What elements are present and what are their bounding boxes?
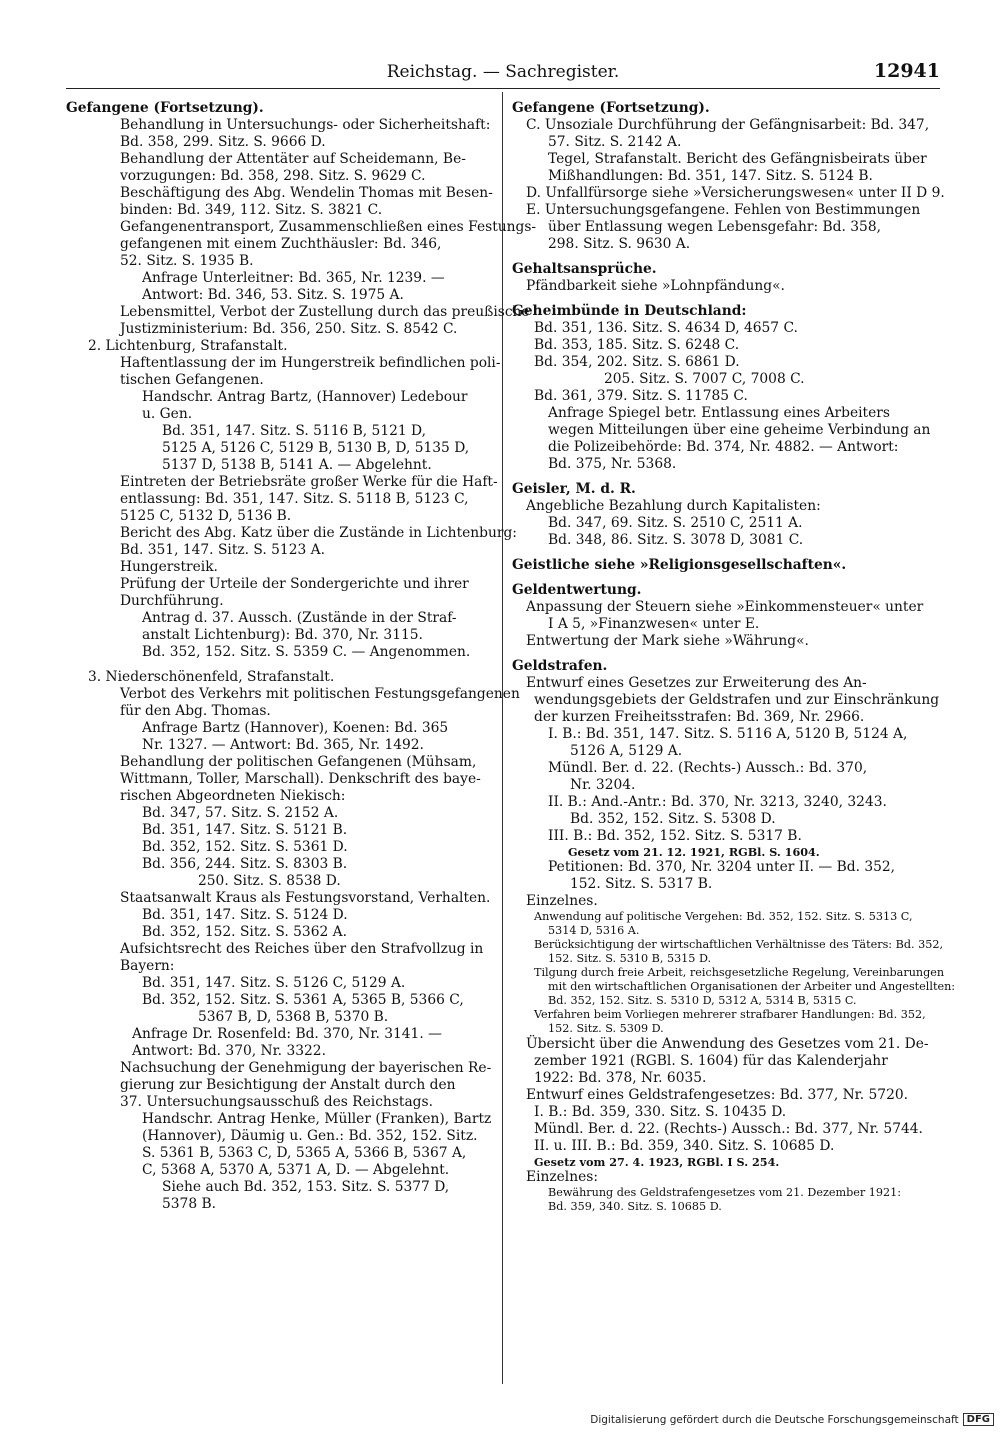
spacer	[512, 549, 942, 557]
column-divider	[502, 92, 503, 1384]
index-entry-line: Siehe auch Bd. 352, 153. Sitz. S. 5377 D,	[162, 1179, 450, 1195]
index-entry-line: 5137 D, 5138 B, 5141 A. — Abgelehnt.	[162, 457, 432, 473]
index-entry-line: Mündl. Ber. d. 22. (Rechts-) Aussch.: Bd. 370,	[548, 760, 868, 776]
index-entry-line: Mißhandlungen: Bd. 351, 147. Sitz. S. 5124 B.	[548, 168, 873, 184]
index-entry-line: Anfrage Unterleitner: Bd. 365, Nr. 1239. —	[142, 270, 445, 286]
footer-text: Digitalisierung gefördert durch die Deutsche Forschungsgemeinschaft	[590, 1413, 959, 1426]
index-entry-line: 2. Lichtenburg, Strafanstalt.	[88, 338, 288, 354]
page-number: 12941	[873, 60, 940, 82]
index-entry-line: Bd. 351, 147. Sitz. S. 5123 A.	[120, 542, 325, 558]
index-entry-line: Bd. 358, 299. Sitz. S. 9666 D.	[120, 134, 326, 150]
page-header	[66, 58, 940, 89]
index-entry-line: Anfrage Bartz (Hannover), Koenen: Bd. 365	[142, 720, 449, 736]
index-entry-line: Behandlung der politischen Gefangenen (Mühsam,	[120, 754, 477, 770]
index-entry-line: Bd. 352, 152. Sitz. S. 5361 A, 5365 B, 5366 C,	[142, 992, 464, 1008]
index-entry-line: Entwurf eines Geldstrafengesetzes: Bd. 377, Nr. 5720.	[526, 1087, 909, 1103]
index-entry-line: mit den wirtschaftlichen Organisationen der Arbeiter und Angestellten:	[548, 980, 956, 993]
index-entry-line: Nr. 1327. — Antwort: Bd. 365, Nr. 1492.	[142, 737, 424, 753]
index-heading: Gehaltsansprüche.	[512, 261, 657, 277]
index-entry-line: Bd. 352, 152. Sitz. S. 5308 D.	[570, 811, 776, 827]
index-entry-line: entlassung: Bd. 351, 147. Sitz. S. 5118 B, 5123 C,	[120, 491, 469, 507]
spacer	[512, 253, 942, 261]
index-entry-line: gierung zur Besichtigung der Anstalt durch den	[120, 1077, 456, 1093]
index-entry-line: Bd. 359, 340. Sitz. S. 10685 D.	[548, 1200, 722, 1213]
index-entry-line: Gesetz vom 21. 12. 1921, RGBl. S. 1604.	[568, 845, 820, 859]
index-entry-line: 5125 C, 5132 D, 5136 B.	[120, 508, 292, 524]
index-entry-line: Pfändbarkeit siehe »Lohnpfändung«.	[526, 278, 785, 294]
index-entry-line: Petitionen: Bd. 370, Nr. 3204 unter II. — Bd. 352,	[548, 859, 896, 875]
index-heading: Gefangene (Fortsetzung).	[512, 100, 710, 116]
index-entry-line: die Polizeibehörde: Bd. 374, Nr. 4882. — Antwort:	[548, 439, 899, 455]
index-entry-line: Bd. 351, 147. Sitz. S. 5121 B.	[142, 822, 348, 838]
index-entry-line: Entwertung der Mark siehe »Währung«.	[526, 633, 809, 649]
index-entry-line: 5125 A, 5126 C, 5129 B, 5130 B, D, 5135 D,	[162, 440, 470, 456]
index-entry-line: Anfrage Spiegel betr. Entlassung eines Arbeiters	[548, 405, 890, 421]
index-entry-line: Antwort: Bd. 370, Nr. 3322.	[132, 1043, 326, 1059]
index-entry-line: Lebensmittel, Verbot der Zustellung durch das preußische	[120, 304, 530, 320]
index-entry-line: Mündl. Ber. d. 22. (Rechts-) Aussch.: Bd. 377, Nr. 5744.	[534, 1121, 923, 1137]
index-entry-line: binden: Bd. 349, 112. Sitz. S. 3821 C.	[120, 202, 383, 218]
index-entry-line: Bd. 352, 152. Sitz. S. 5310 D, 5312 A, 5314 B, 5315 C.	[548, 994, 857, 1007]
index-entry-line: 5314 D, 5316 A.	[548, 924, 640, 937]
index-heading: Geisler, M. d. R.	[512, 481, 636, 497]
index-entry-line: Bd. 352, 152. Sitz. S. 5359 C. — Angenommen.	[142, 644, 471, 660]
index-entry-line: Antwort: Bd. 346, 53. Sitz. S. 1975 A.	[142, 287, 404, 303]
index-entry-line: für den Abg. Thomas.	[120, 703, 271, 719]
index-entry-line: 3. Niederschönenfeld, Strafanstalt.	[88, 669, 335, 685]
index-entry-line: (Hannover), Däumig u. Gen.: Bd. 352, 152. Sitz.	[142, 1128, 478, 1144]
index-entry-line: Prüfung der Urteile der Sondergerichte und ihrer	[120, 576, 469, 592]
index-entry-line: 5126 A, 5129 A.	[570, 743, 683, 759]
index-entry-line: II. u. III. B.: Bd. 359, 340. Sitz. S. 10685 D.	[534, 1138, 835, 1154]
index-entry-line: 152. Sitz. S. 5310 B, 5315 D.	[548, 952, 712, 965]
running-title: Reichstag. — Sachregister.	[386, 62, 620, 82]
spacer	[512, 650, 942, 658]
index-entry-line: Behandlung in Untersuchungs- oder Sicherheitshaft:	[120, 117, 491, 133]
index-entry-line: Beschäftigung des Abg. Wendelin Thomas mit Besen-	[120, 185, 493, 201]
index-entry-line: wegen Mitteilungen über eine geheime Verbindung an	[548, 422, 931, 438]
index-entry-line: Übersicht über die Anwendung des Gesetzes vom 21. De-	[526, 1036, 929, 1052]
index-heading: Gefangene (Fortsetzung).	[66, 100, 264, 116]
index-entry-line: 52. Sitz. S. 1935 B.	[120, 253, 254, 269]
index-entry-line: Verbot des Verkehrs mit politischen Festungsgefangenen	[120, 686, 520, 702]
index-entry-line: E. Untersuchungsgefangene. Fehlen von Bestimmungen	[526, 202, 921, 218]
index-entry-line: Staatsanwalt Kraus als Festungsvorstand, Verhalten.	[120, 890, 491, 906]
spacer	[66, 661, 492, 669]
index-entry-line: Bd. 375, Nr. 5368.	[548, 456, 677, 472]
index-entry-line: Verfahren beim Vorliegen mehrerer strafbarer Handlungen: Bd. 352,	[534, 1008, 926, 1021]
index-entry-line: I A 5, »Finanzwesen« unter E.	[548, 616, 760, 632]
index-entry-line: Bd. 351, 147. Sitz. S. 5126 C, 5129 A.	[142, 975, 406, 991]
index-entry-line: Nachsuchung der Genehmigung der bayerischen Re-	[120, 1060, 492, 1076]
index-entry-line: Berücksichtigung der wirtschaftlichen Verhältnisse des Täters: Bd. 352,	[534, 938, 944, 951]
index-entry-line: Tegel, Strafanstalt. Bericht des Gefängnisbeirats über	[548, 151, 927, 167]
index-heading: Geheimbünde in Deutschland:	[512, 303, 747, 319]
index-entry-line: Gesetz vom 27. 4. 1923, RGBl. I S. 254.	[534, 1155, 780, 1169]
index-entry-line: Bd. 356, 244. Sitz. S. 8303 B.	[142, 856, 348, 872]
index-entry-line: Antrag d. 37. Aussch. (Zustände in der Straf-	[142, 610, 457, 626]
index-entry-line: 57. Sitz. S. 2142 A.	[548, 134, 682, 150]
index-entry-line: über Entlassung wegen Lebensgefahr: Bd. 358,	[548, 219, 881, 235]
index-entry-line: S. 5361 B, 5363 C, D, 5365 A, 5366 B, 5367 A,	[142, 1145, 467, 1161]
index-entry-line: 5378 B.	[162, 1196, 217, 1212]
index-entry-line: Bd. 352, 152. Sitz. S. 5361 D.	[142, 839, 348, 855]
right-column	[512, 100, 956, 1214]
dfg-logo: DFG	[963, 1413, 994, 1426]
index-entry-line: 1922: Bd. 378, Nr. 6035.	[534, 1070, 707, 1086]
index-entry-line: Anfrage Dr. Rosenfeld: Bd. 370, Nr. 3141. —	[132, 1026, 442, 1042]
index-entry-line: Bayern:	[120, 958, 175, 974]
index-entry-line: Hungerstreik.	[120, 559, 218, 575]
index-heading: Geldentwertung.	[512, 582, 642, 598]
index-entry-line: anstalt Lichtenburg): Bd. 370, Nr. 3115.	[142, 627, 423, 643]
index-entry-line: 298. Sitz. S. 9630 A.	[548, 236, 691, 252]
index-entry-line: Tilgung durch freie Arbeit, reichsgesetzliche Regelung, Vereinbarungen	[534, 966, 945, 979]
index-entry-line: 152. Sitz. S. 5317 B.	[570, 876, 713, 892]
index-entry-line: Bd. 351, 147. Sitz. S. 5116 B, 5121 D,	[162, 423, 426, 439]
index-entry-line: Bd. 361, 379. Sitz. S. 11785 C.	[534, 388, 748, 404]
index-heading: Geldstrafen.	[512, 658, 608, 674]
index-entry-line: Wittmann, Toller, Marschall). Denkschrift des baye-	[120, 771, 481, 787]
index-entry-line: Bericht des Abg. Katz über die Zustände in Lichtenburg:	[120, 525, 517, 541]
index-entry-line: Einzelnes.	[526, 893, 598, 909]
index-entry-line: Bd. 353, 185. Sitz. S. 6248 C.	[534, 337, 740, 353]
index-entry-line: Justizministerium: Bd. 356, 250. Sitz. S. 8542 C.	[120, 321, 458, 337]
index-entry-line: 250. Sitz. S. 8538 D.	[198, 873, 341, 889]
index-entry-line: der kurzen Freiheitsstrafen: Bd. 369, Nr. 2966.	[534, 709, 865, 725]
index-entry-line: Bd. 351, 136. Sitz. S. 4634 D, 4657 C.	[534, 320, 798, 336]
index-entry-line: 205. Sitz. S. 7007 C, 7008 C.	[604, 371, 805, 387]
index-entry-line: Bd. 347, 57. Sitz. S. 2152 A.	[142, 805, 339, 821]
index-entry-line: 5367 B, D, 5368 B, 5370 B.	[198, 1009, 389, 1025]
index-entry-line: Anwendung auf politische Vergehen: Bd. 352, 152. Sitz. S. 5313 C,	[534, 910, 913, 923]
index-entry-line: I. B.: Bd. 359, 330. Sitz. S. 10435 D.	[534, 1104, 787, 1120]
index-entry-line: rischen Abgeordneten Niekisch:	[120, 788, 346, 804]
index-heading: Geistliche siehe »Religionsgesellschaften«.	[512, 557, 847, 573]
index-entry-line: C, 5368 A, 5370 A, 5371 A, D. — Abgelehnt.	[142, 1162, 450, 1178]
index-entry-line: II. B.: And.-Antr.: Bd. 370, Nr. 3213, 3240, 3243.	[548, 794, 887, 810]
index-entry-line: Handschr. Antrag Bartz, (Hannover) Ledebour	[142, 389, 468, 405]
index-entry-line: I. B.: Bd. 351, 147. Sitz. S. 5116 A, 5120 B, 5124 A,	[548, 726, 908, 742]
index-entry-line: Aufsichtsrecht des Reiches über den Strafvollzug in	[120, 941, 484, 957]
index-entry-line: zember 1921 (RGBl. S. 1604) für das Kalenderjahr	[534, 1053, 888, 1069]
left-column	[66, 100, 537, 1213]
index-entry-line: Haftentlassung der im Hungerstreik befindlichen poli-	[120, 355, 501, 371]
index-entry-line: Gefangenentransport, Zusammenschließen eines Festungs-	[120, 219, 537, 235]
index-entry-line: Entwurf eines Gesetzes zur Erweiterung des An-	[526, 675, 867, 691]
index-entry-line: tischen Gefangenen.	[120, 372, 264, 388]
spacer	[512, 574, 942, 582]
index-entry-line: Bd. 351, 147. Sitz. S. 5124 D.	[142, 907, 348, 923]
index-entry-line: vorzugungen: Bd. 358, 298. Sitz. S. 9629 C.	[120, 168, 426, 184]
index-entry-line: Handschr. Antrag Henke, Müller (Franken), Bartz	[142, 1111, 492, 1127]
index-entry-line: Nr. 3204.	[570, 777, 636, 793]
index-entry-line: D. Unfallfürsorge siehe »Versicherungswesen« unter II D 9.	[526, 185, 945, 201]
index-entry-line: Durchführung.	[120, 593, 224, 609]
index-entry-line: 37. Untersuchungsausschuß des Reichstags.	[120, 1094, 433, 1110]
index-entry-line: gefangenen mit einem Zuchthäusler: Bd. 346,	[120, 236, 442, 252]
index-entry-line: Anpassung der Steuern siehe »Einkommensteuer« unter	[526, 599, 924, 615]
index-entry-line: Angebliche Bezahlung durch Kapitalisten:	[526, 498, 821, 514]
index-entry-line: C. Unsoziale Durchführung der Gefängnisarbeit: Bd. 347,	[526, 117, 930, 133]
footer	[590, 1413, 994, 1426]
index-entry-line: Einzelnes:	[526, 1169, 598, 1185]
index-entry-line: Bd. 348, 86. Sitz. S. 3078 D, 3081 C.	[548, 532, 804, 548]
index-entry-line: Behandlung der Attentäter auf Scheidemann, Be-	[120, 151, 466, 167]
spacer	[512, 473, 942, 481]
index-entry-line: Bewährung des Geldstrafengesetzes vom 21. Dezember 1921:	[548, 1186, 902, 1199]
index-entry-line: Bd. 352, 152. Sitz. S. 5362 A.	[142, 924, 347, 940]
index-entry-line: Bd. 347, 69. Sitz. S. 2510 C, 2511 A.	[548, 515, 803, 531]
spacer	[512, 295, 942, 303]
index-entry-line: 152. Sitz. S. 5309 D.	[548, 1022, 664, 1035]
index-entry-line: wendungsgebiets der Geldstrafen und zur Einschränkung	[534, 692, 940, 708]
index-entry-line: III. B.: Bd. 352, 152. Sitz. S. 5317 B.	[548, 828, 802, 844]
index-entry-line: Bd. 354, 202. Sitz. S. 6861 D.	[534, 354, 740, 370]
index-entry-line: Eintreten der Betriebsräte großer Werke für die Haft-	[120, 474, 498, 490]
index-entry-line: u. Gen.	[142, 406, 193, 422]
